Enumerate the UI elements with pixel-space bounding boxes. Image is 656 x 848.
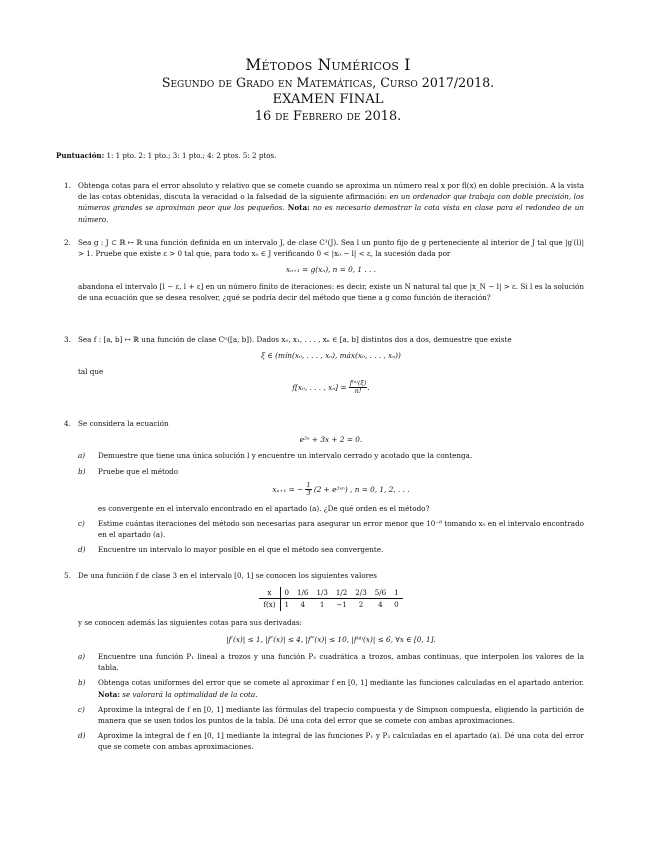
sub-text: Pruebe que el método [98,466,179,476]
question-number: 1. [64,181,71,190]
numerator: 1 [306,480,311,489]
question-1 [64,180,585,225]
fraction [305,482,311,498]
subquestion-a [78,651,584,673]
equation-left: xₙ₊₁ = − [272,484,304,494]
question-4 [64,418,584,556]
question-number: 2. [64,238,71,247]
subquestion-d [78,730,584,752]
question-quote: en un ordenador que trabaja con doble precisión, los números grandes se aproximan peor que los pequeños. [78,192,584,213]
scoring-line [56,151,276,160]
denominator: 3 [306,489,311,498]
sub-label: a) [78,451,86,461]
sub-text: es convergente en el intervalo encontrado en el apartado (a). ¿De qué orden es el método? [98,503,430,513]
table-cell: 2/3 [351,587,370,599]
table-cell: 2 [358,600,364,610]
note-text: no es necesario demostrar la cota vista en clase para el redondeo de un número. [78,203,585,224]
table-header-f: f(x) [259,599,280,611]
subquestion-a [78,450,584,461]
question-3 [64,334,584,401]
subquestion-b [78,466,584,514]
equation: ξ ∈ (mín(x₀, . . . , xₙ), máx(x₀, . . . , xₙ)) [261,351,401,361]
sub-label: c) [78,519,85,529]
sub-label: b) [78,678,86,688]
scoring-text: 1: 1 pto. 2: 1 pto.; 3: 1 pto.; 4: 2 ptos. 5: 2 ptos. [104,151,277,160]
denominator: n! [354,387,362,396]
table-cell: 4 [300,600,305,610]
question-number: 5. [64,571,71,580]
table-header-x: x [259,587,280,599]
note-label: Nota: [98,689,120,699]
sub-label: c) [78,704,85,714]
equation: |f′(x)| ≤ 1, |f″(x)| ≤ 4, |f‴(x)| ≤ 10, |f⁽⁴⁾(x)| ≤ 6, ∀x ∈ [0, 1]. [226,634,436,644]
question-text: Sea g : J ⊂ ℝ ↦ ℝ una función definida en un intervalo J, de clase C¹(J). Sea l un punto fijo de g perteneciente al interior de J tal que |g′(l)| > 1. Pruebe que existe ε > 0 tal que, para todo x₀ ∈ J verificando 0 < |x₀ − l| < ε, la sucesión dada por [78,238,584,259]
table-cell: 1/3 [312,587,331,599]
subquestion-b [78,677,584,699]
equation [78,380,584,396]
question-number: 3. [64,335,71,344]
sub-label: d) [78,731,86,741]
sub-label: b) [78,466,86,476]
question-text: abandona el intervalo [l − ε, l + ε] en un número finito de iteraciones: es decir, existe un N natural tal que |x_N − l| > ε. Si l es la solución de una ecuación que se desea resolver, ¿qué se podría decir del método que tiene a g como función de iteración? [78,281,584,302]
question-text: Sea f : [a, b] ↦ ℝ una función de clase Cⁿ([a, b]). Dados x₀, x₁, . . . , xₙ ∈ [a, b] distintos dos a dos, demuestre que existe [78,335,512,344]
sub-text: Encuentre una función P₁ lineal a trozos y una función P₂ cuadrática a trozos, ambas continuas, que interpolen los valores de la tabla. [98,652,584,673]
exam-date: 16 de Febrero de 2018. [254,109,402,124]
table-cell: 5/6 [371,587,390,599]
course-title: Métodos Numéricos I [245,56,411,74]
sub-text: Aproxime la integral de f en [0, 1] mediante las fórmulas del trapecio compuesta y de Simpson compuesta, eligiendo la partición de manera que se usen todos los puntos de la tabla. Dé una cota del error que se comete con ambas aproximaciones. [98,704,584,726]
question-text: y se conocen además las siguientes cotas para sus derivadas: [78,617,302,627]
question-5 [64,570,584,753]
sub-text: Estime cuántas iteraciones del método son necesarias para asegurar un error menor que 10⁻⁸ tomando x₀ en el intervalo encontrado en el apartado (a). [98,519,584,540]
sub-text: Obtenga cotas uniformes del error que se comete al aproximar f en [0, 1] mediante las funciones calculadas en el apartado anterior. [98,678,584,688]
sub-text: Aproxime la integral de f en [0, 1] mediante la integral de las funciones P₁ y P₂ calculadas en el apartado (a). Dé una cota del error que se comete con ambas aproximaciones. [98,731,584,752]
table-cell: −1 [336,600,347,610]
subquestion-c [78,518,584,540]
sub-text: Demuestre que tiene una única solución l y encuentre un intervalo cerrado y acotado que la contenga. [98,451,473,461]
question-number: 4. [64,419,71,428]
table-cell: 1 [319,600,325,610]
question-text: Se considera la ecuación [78,419,169,428]
table-cell: 1 [390,587,403,599]
table-cell: 1/6 [293,587,312,599]
scoring-label: Puntuación: [56,151,105,160]
note-label: Nota: [284,203,310,213]
table-cell: 0 [394,600,399,610]
table-cell: 1 [284,600,290,610]
sub-label: d) [78,545,86,555]
course-subtitle: Segundo de Grado en Matemáticas, Curso 2017/2018. [161,75,495,90]
equation: xₙ₊₁ = g(xₙ), n = 0, 1 . . . [286,265,376,275]
question-2 [64,237,584,303]
equation [98,482,584,498]
table-cell: 0 [280,587,293,599]
exam-type: EXAMEN FINAL [272,92,384,107]
question-text: De una función f de clase 3 en el intervalo [0, 1] se conocen los siguientes valores [78,571,377,580]
sub-label: a) [78,652,86,662]
equation: e²ˣ + 3x + 2 = 0. [299,435,363,445]
table-row-f [259,599,402,611]
fraction [349,380,368,396]
equation-end: . [367,382,370,392]
table-cell: 4 [378,600,383,610]
question-text: Obtenga cotas para el error absoluto y relativo que se comete cuando se aproxima un número real x por fl(x) en doble precisión. A la vista de las cotas obtenidas, discuta la veracidad o la falsedad de la siguiente afirmación: [78,181,584,202]
equation-left: f[x₀, . . . , xₙ] = [292,382,347,392]
subquestion-d [78,544,584,555]
table-row-x [259,587,402,599]
numerator: f⁽ⁿ⁾(ξ) [349,378,367,387]
subquestion-c [78,704,584,726]
table-cell: 1/2 [332,587,351,599]
note-text: se valorará la optimalidad de la cota. [120,689,258,699]
question-text: tal que [78,367,104,377]
sub-text: Encuentre un intervalo lo mayor posible en el que el método sea convergente. [98,545,384,555]
values-table [259,587,402,610]
equation-right: (2 + e²ˣⁿ) , n = 0, 1, 2, . . . [313,484,410,494]
